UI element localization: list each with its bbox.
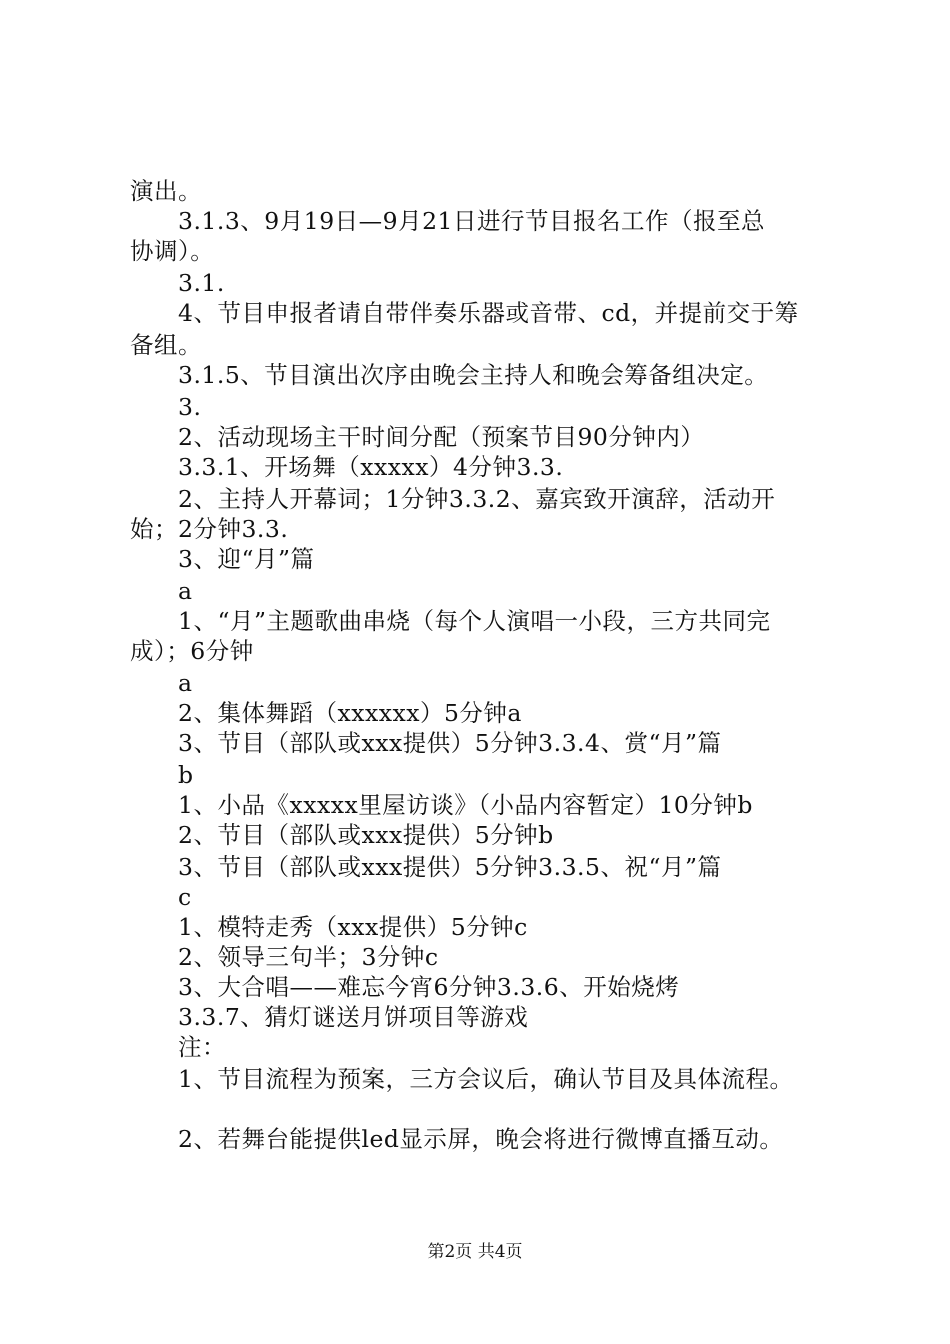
body-line: 1、模特走秀（xxx提供）5分钟c: [178, 913, 528, 941]
body-line: 2、若舞台能提供led显示屏，晚会将进行微博直播互动。: [178, 1125, 784, 1153]
body-line: 2、主持人开幕词；1分钟3.3.2、嘉宾致开演辞，活动开: [178, 485, 776, 513]
body-line: 3、迎“月”篇: [178, 545, 315, 573]
body-line: 4、节目申报者请自带伴奏乐器或音带、cd，并提前交于筹: [178, 299, 799, 327]
body-line: 3.: [178, 393, 202, 421]
body-line: 1、小品《xxxxx里屋访谈》（小品内容暂定）10分钟b: [178, 791, 753, 819]
body-line: 3.1.: [178, 269, 225, 297]
body-line: 始；2分钟3.3.: [130, 515, 289, 543]
body-line: 3.1.3、9月19日—9月21日进行节目报名工作（报至总: [178, 207, 766, 235]
body-line: 备组。: [130, 331, 202, 359]
body-line: 3、大合唱——难忘今宵6分钟3.3.6、开始烧烤: [178, 973, 680, 1001]
body-line: 2、领导三句半；3分钟c: [178, 943, 439, 971]
body-line: 1、“月”主题歌曲串烧（每个人演唱一小段，三方共同完: [178, 607, 771, 635]
page-footer: 第2页 共4页: [427, 1242, 523, 1262]
body-line: 注：: [178, 1033, 226, 1061]
body-line: 协调）。: [130, 237, 215, 265]
body-line: a: [178, 669, 193, 697]
body-line: a: [178, 577, 193, 605]
body-line: 成）；6分钟: [130, 637, 254, 665]
body-line: 2、活动现场主干时间分配（预案节目90分钟内）: [178, 423, 705, 451]
body-line: 2、节目（部队或xxx提供）5分钟b: [178, 821, 554, 849]
body-line: 3.3.1、开场舞（xxxxx）4分钟3.3.: [178, 453, 564, 481]
body-line: 3.3.7、猜灯谜送月饼项目等游戏: [178, 1003, 529, 1031]
body-line: b: [178, 761, 194, 789]
body-line: 1、节目流程为预案，三方会议后，确认节目及具体流程。: [178, 1065, 794, 1093]
body-line: 3、节目（部队或xxx提供）5分钟3.3.5、祝“月”篇: [178, 853, 722, 881]
body-line: c: [178, 883, 192, 911]
body-line: 3.1.5、节目演出次序由晚会主持人和晚会筹备组决定。: [178, 361, 769, 389]
body-line: 3、节目（部队或xxx提供）5分钟3.3.4、赏“月”篇: [178, 729, 722, 757]
body-line: 演出。: [130, 177, 202, 205]
body-line: 2、集体舞蹈（xxxxxx）5分钟a: [178, 699, 522, 727]
